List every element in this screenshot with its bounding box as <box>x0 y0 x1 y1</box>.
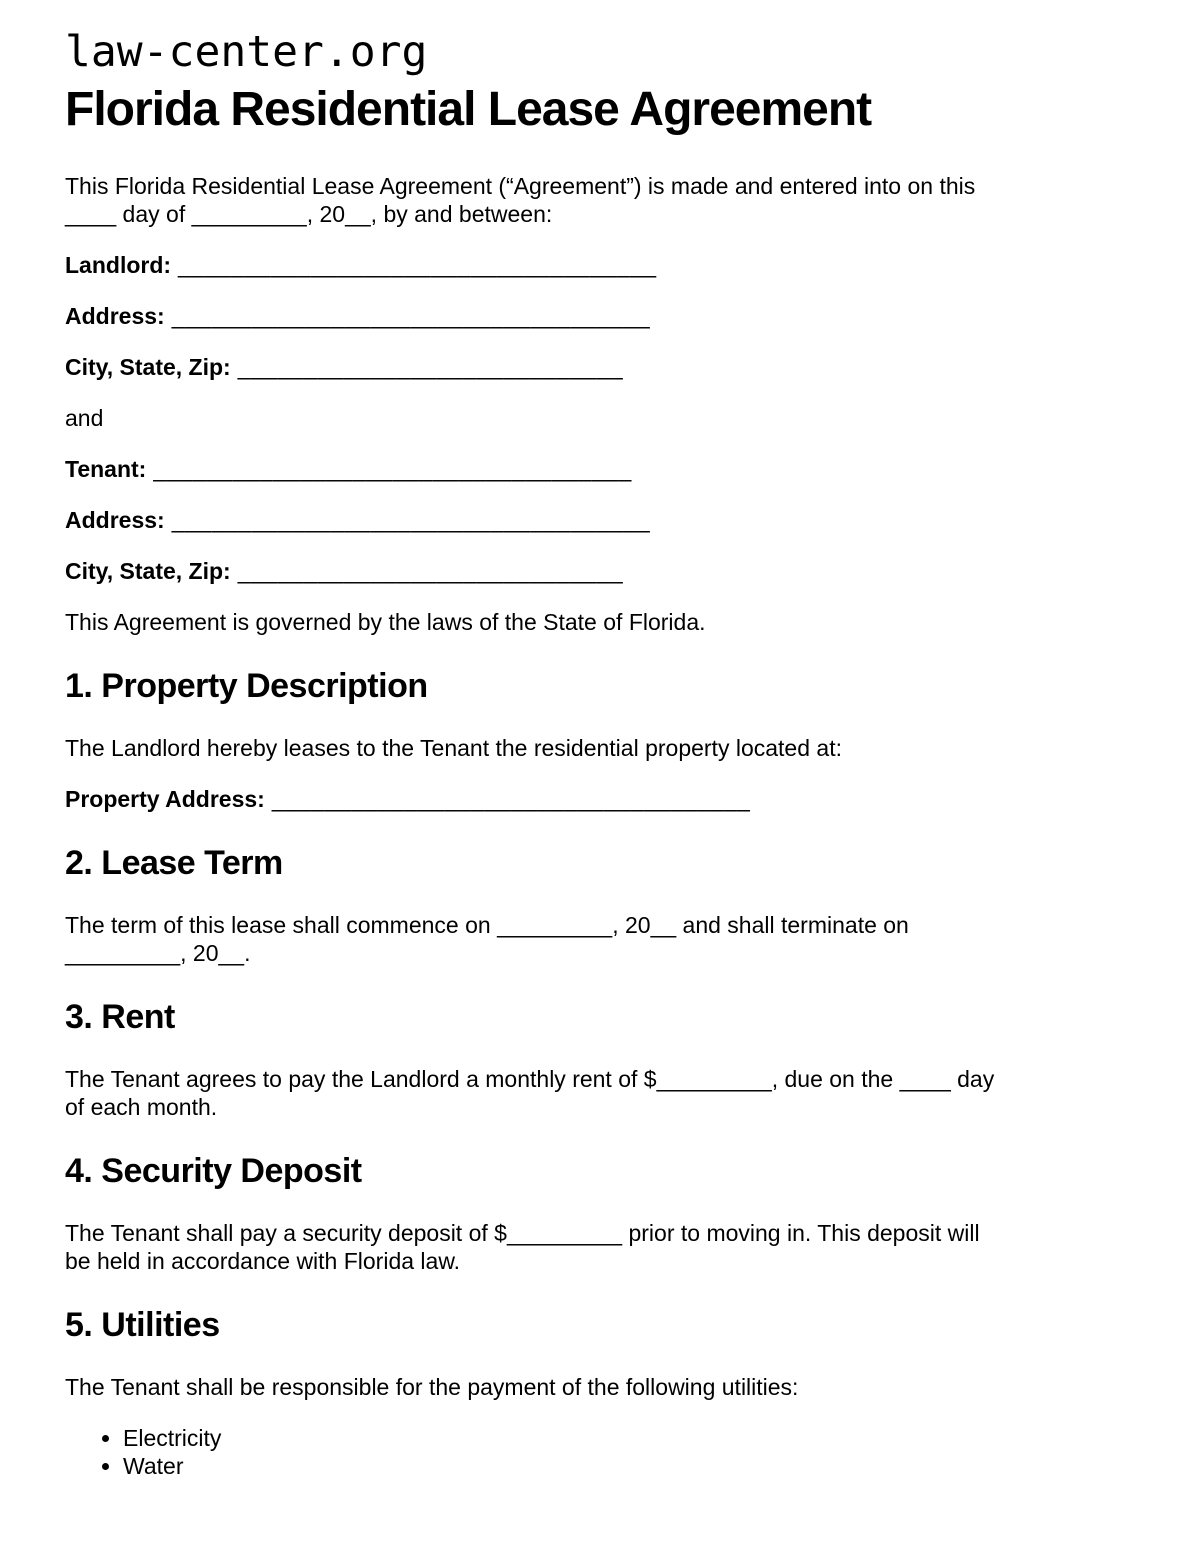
landlord-city-state-zip-blank-line: _____________________________ <box>237 354 624 380</box>
utility-item-water: • Water <box>123 1452 1141 1480</box>
tenant-city-state-zip-field <box>65 557 1141 585</box>
property-address-label: Property Address: <box>65 786 265 812</box>
page-title: Florida Residential Lease Agreement <box>65 83 872 136</box>
landlord-address-blank-line: ____________________________________ <box>171 303 651 329</box>
landlord-name-field <box>65 251 1141 279</box>
tenant-name-field <box>65 455 1141 483</box>
section-heading-rent: 3. Rent <box>65 998 175 1036</box>
landlord-label: Landlord: <box>65 252 172 278</box>
intro-line-1: This Florida Residential Lease Agreement (“Agreement”) is made and entered into on this <box>65 173 976 199</box>
utilities-body: The Tenant shall be responsible for the payment of the following utilities: <box>65 1374 799 1400</box>
property-address-blank-line: ____________________________________ <box>271 786 751 812</box>
section-heading-lease-term: 2. Lease Term <box>65 844 283 882</box>
tenant-address-field <box>65 506 1141 534</box>
section-heading-security-deposit: 4. Security Deposit <box>65 1152 362 1190</box>
section-heading-property-description: 1. Property Description <box>65 667 428 705</box>
landlord-city-state-zip-field <box>65 353 1141 381</box>
tenant-city-state-zip-label: City, State, Zip: <box>65 558 231 584</box>
governing-law-clause: This Agreement is governed by the laws of the State of Florida. <box>65 609 706 635</box>
landlord-city-state-zip-label: City, State, Zip: <box>65 354 231 380</box>
site-logo: law-center.org <box>65 27 428 77</box>
rent-paragraph <box>65 1065 1141 1121</box>
tenant-blank-line: ____________________________________ <box>153 456 632 482</box>
lease-term-paragraph <box>65 911 1141 967</box>
property-description-body: The Landlord hereby leases to the Tenant the residential property located at: <box>65 735 842 761</box>
property-address-field <box>65 785 1141 813</box>
intro-line-2: ____ day of _________, 20__, by and between: <box>65 201 553 227</box>
section-heading-utilities: 5. Utilities <box>65 1306 220 1344</box>
tenant-address-label: Address: <box>65 507 165 533</box>
parties-connector: and <box>65 405 104 431</box>
tenant-city-state-zip-blank-line: _____________________________ <box>237 558 624 584</box>
rent-line-1: The Tenant agrees to pay the Landlord a monthly rent of $_________, due on the ____ day <box>65 1066 995 1092</box>
landlord-address-field <box>65 302 1141 330</box>
lease-term-line-1: The term of this lease shall commence on _________, 20__ and shall terminate on <box>65 912 909 938</box>
security-deposit-paragraph <box>65 1219 1141 1275</box>
tenant-label: Tenant: <box>65 456 147 482</box>
utilities-list <box>65 1424 1141 1480</box>
landlord-blank-line: ____________________________________ <box>178 252 657 278</box>
intro-paragraph <box>65 172 1141 228</box>
tenant-address-blank-line: ____________________________________ <box>171 507 651 533</box>
security-deposit-line-1: The Tenant shall pay a security deposit of $_________ prior to moving in. This deposit will <box>65 1220 980 1246</box>
lease-term-line-2: _________, 20__. <box>65 940 251 966</box>
security-deposit-line-2: be held in accordance with Florida law. <box>65 1248 461 1274</box>
rent-line-2: of each month. <box>65 1094 218 1120</box>
landlord-address-label: Address: <box>65 303 165 329</box>
utility-item-electricity: • Electricity <box>123 1424 1141 1452</box>
